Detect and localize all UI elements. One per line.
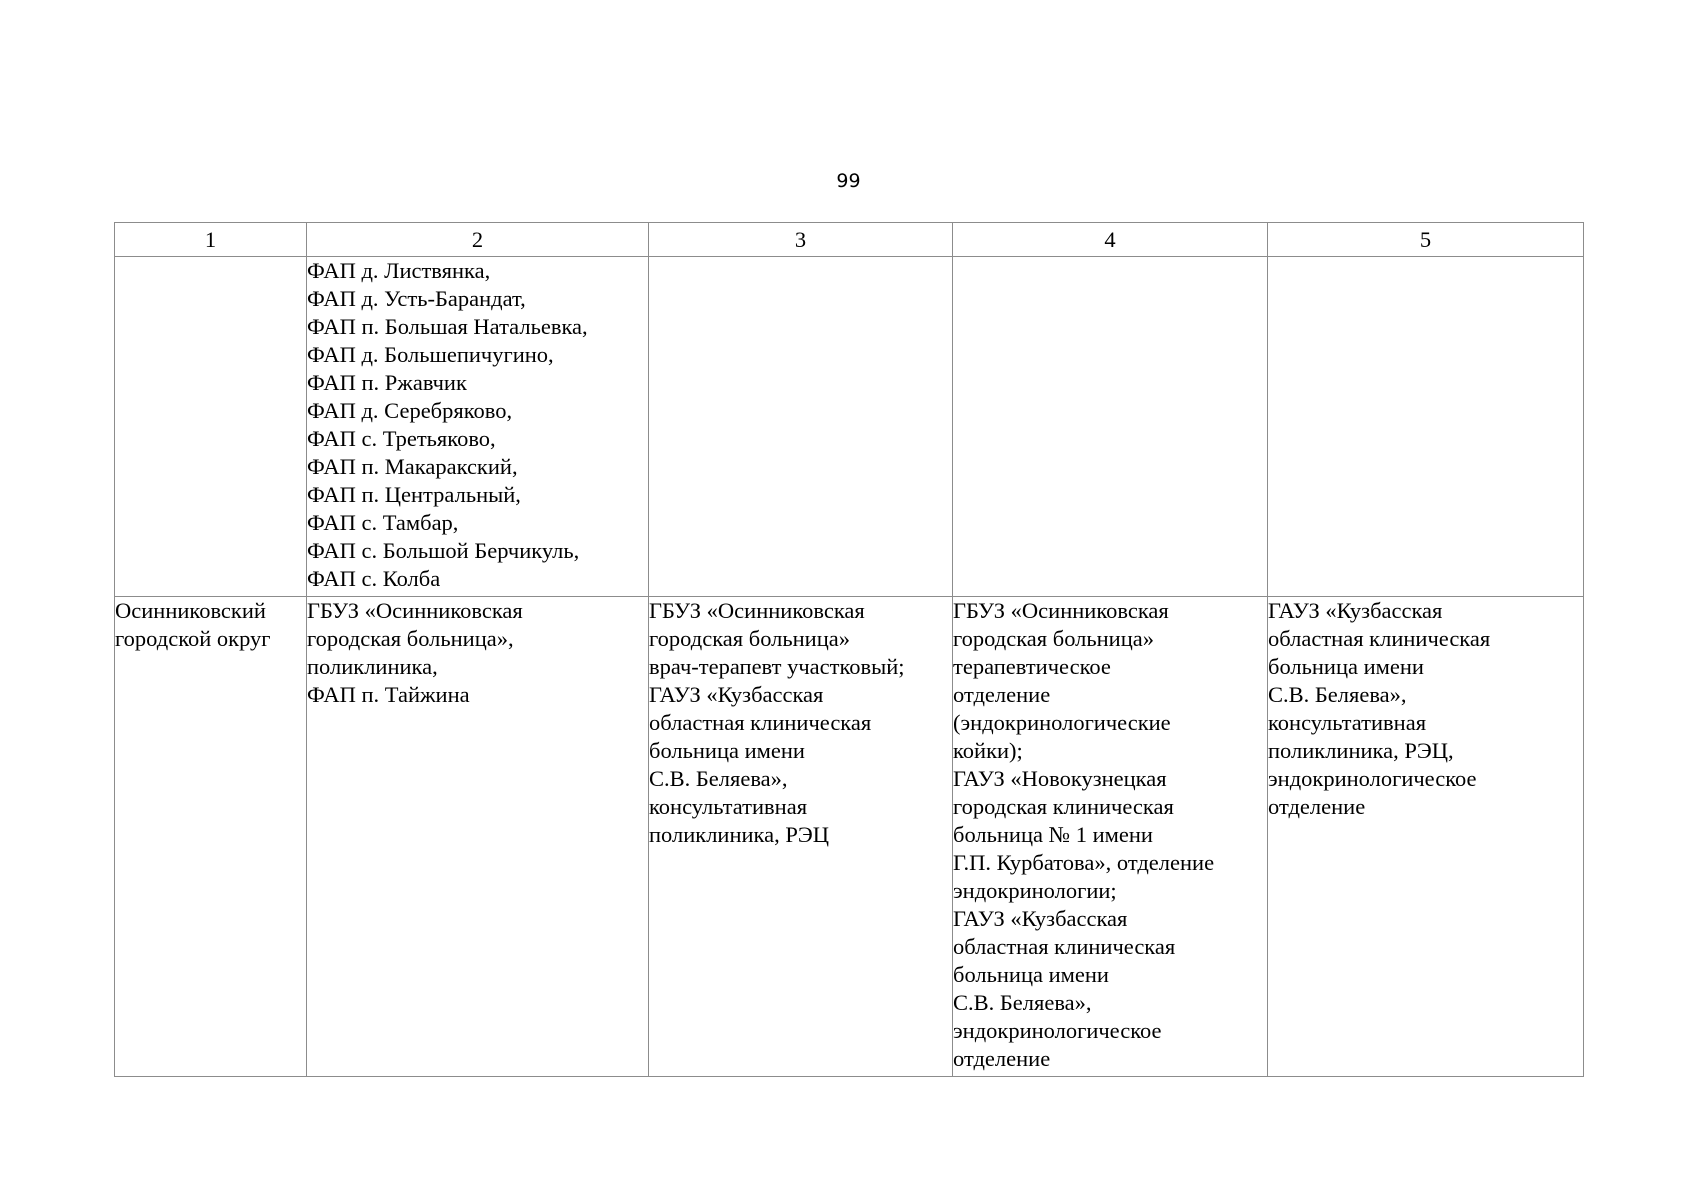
table-row [115,597,1584,1077]
cell-line: ФАП д. Листвянка, [307,258,491,283]
cell-line: С.В. Беляева», [1268,682,1407,707]
cell-specialized [1268,257,1584,597]
cell-line: ГАУЗ «Кузбасская [953,906,1128,931]
cell-inpatient [953,597,1268,1077]
cell-line: консультативная [1268,710,1427,735]
cell-line: (эндокринологические [953,710,1171,735]
cell-line: поликлиника, РЭЦ [649,822,829,847]
cell-line: ФАП д. Серебряково, [307,398,513,423]
cell-line: больница имени [953,962,1109,987]
cell-line: С.В. Беляева», [649,766,788,791]
column-header: 5 [1268,223,1584,257]
cell-line: ФАП с. Большой Берчикуль, [307,538,580,563]
cell-line: ГБУЗ «Осинниковская [953,598,1169,623]
cell-line: ФАП с. Тамбар, [307,510,459,535]
cell-specialized [1268,597,1584,1077]
header-row [115,223,1584,257]
cell-line: Осинниковский [115,598,266,623]
cell-primary-care [307,257,649,597]
data-table [114,222,1584,1077]
cell-line: консультативная [649,794,808,819]
cell-line: отделение [953,1046,1051,1071]
cell-line: областная клиническая [1268,626,1491,651]
cell-line: ГАУЗ «Кузбасская [1268,598,1443,623]
cell-line: ГАУЗ «Кузбасская [649,682,824,707]
column-header: 1 [115,223,307,257]
column-header: 2 [307,223,649,257]
cell-line: ГБУЗ «Осинниковская [649,598,865,623]
cell-line: терапевтическое [953,654,1111,679]
cell-line: городская больница» [953,626,1155,651]
column-header: 4 [953,223,1268,257]
cell-line: больница имени [649,738,805,763]
cell-line: эндокринологии; [953,878,1117,903]
cell-line: областная клиническая [649,710,872,735]
cell-line: ФАП д. Большепичугино, [307,342,554,367]
cell-line: поликлиника, [307,654,438,679]
cell-line: городская клиническая [953,794,1174,819]
cell-line: ФАП д. Усть-Барандат, [307,286,526,311]
cell-line: поликлиника, РЭЦ, [1268,738,1454,763]
cell-line: ФАП с. Колба [307,566,441,591]
cell-line: больница № 1 имени [953,822,1153,847]
cell-line: больница имени [1268,654,1424,679]
cell-line: С.В. Беляева», [953,990,1092,1015]
cell-line: городская больница» [649,626,851,651]
table-row [115,257,1584,597]
cell-line: городская больница», [307,626,514,651]
cell-line: эндокринологическое [953,1018,1162,1043]
column-header: 3 [649,223,953,257]
cell-line: ФАП п. Тайжина [307,682,470,707]
cell-line: ФАП с. Третьяково, [307,426,496,451]
cell-line: Г.П. Курбатова», отделение [953,850,1215,875]
cell-line: койки); [953,738,1023,763]
cell-line: ФАП п. Большая Натальевка, [307,314,588,339]
cell-line: областная клиническая [953,934,1176,959]
cell-primary-care [307,597,649,1077]
cell-line: отделение [953,682,1051,707]
cell-municipality [115,597,307,1077]
cell-line: эндокринологическое [1268,766,1477,791]
page-number: 99 [836,170,861,192]
cell-inpatient [953,257,1268,597]
cell-line: ГБУЗ «Осинниковская [307,598,523,623]
cell-line: ГАУЗ «Новокузнецкая [953,766,1167,791]
cell-outpatient [649,257,953,597]
cell-line: городской округ [115,626,271,651]
cell-line: ФАП п. Центральный, [307,482,521,507]
cell-municipality [115,257,307,597]
cell-line: врач-терапевт участковый; [649,654,905,679]
cell-outpatient [649,597,953,1077]
cell-line: ФАП п. Макаракский, [307,454,518,479]
cell-line: отделение [1268,794,1366,819]
cell-line: ФАП п. Ржавчик [307,370,467,395]
